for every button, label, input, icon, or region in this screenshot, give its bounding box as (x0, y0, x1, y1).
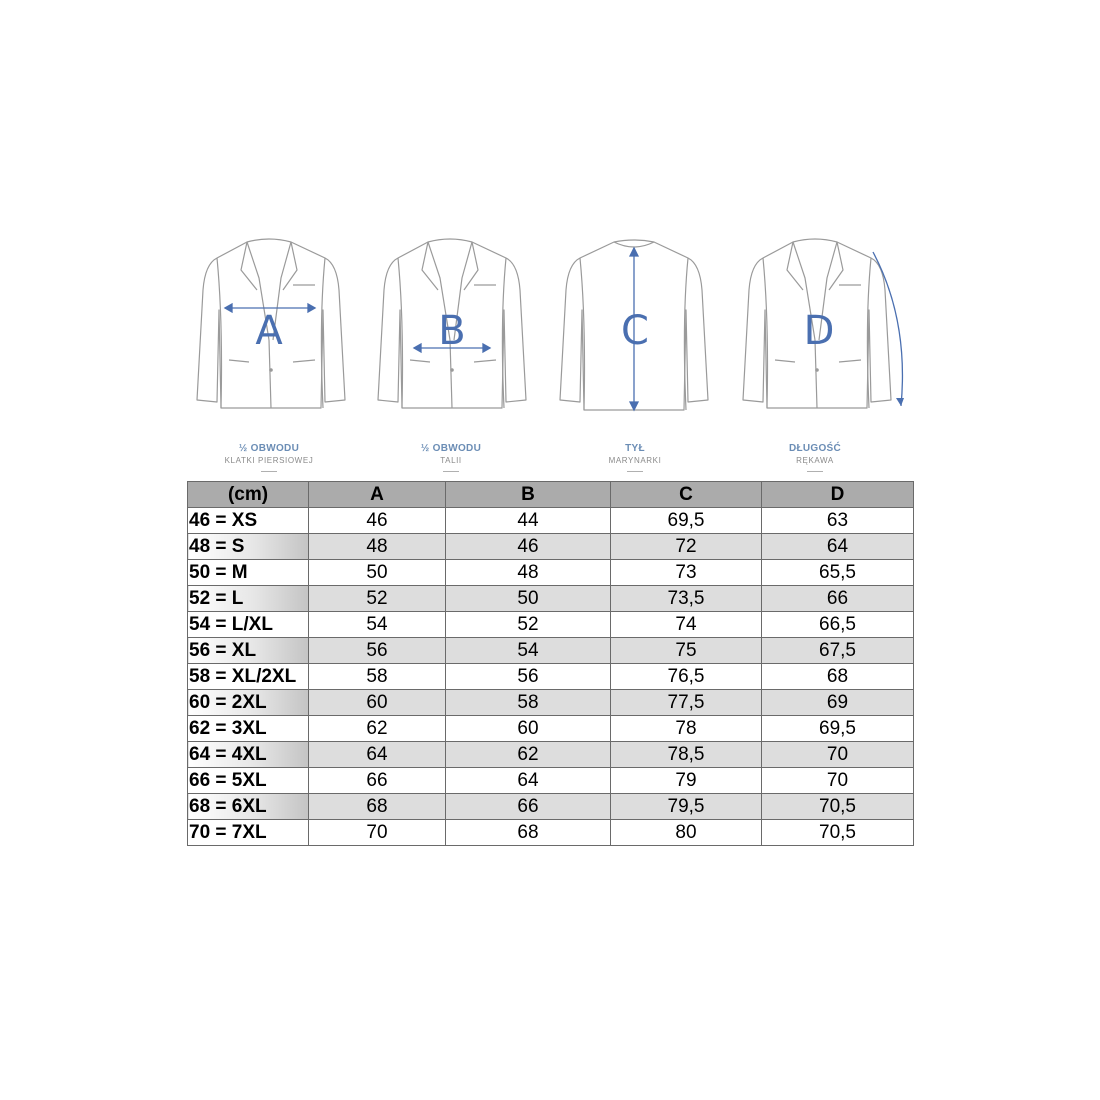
size-cell: 64 = 4XL (188, 742, 309, 768)
table-row (188, 768, 914, 794)
cell-c: 75 (611, 638, 762, 664)
table-row (188, 690, 914, 716)
size-table (187, 481, 914, 846)
header-a: A (309, 482, 446, 508)
size-cell: 68 = 6XL (188, 794, 309, 820)
table-row (188, 560, 914, 586)
size-cell: 66 = 5XL (188, 768, 309, 794)
cell-a: 70 (309, 820, 446, 846)
cell-a: 64 (309, 742, 446, 768)
cell-d: 70 (762, 742, 914, 768)
caption-c-subtitle: MARYNARKI (608, 456, 662, 465)
size-cell: 56 = XL (188, 638, 309, 664)
size-cell: 46 = XS (188, 508, 309, 534)
table-row (188, 612, 914, 638)
cell-d: 69 (762, 690, 914, 716)
figure-b-letter: B (438, 308, 466, 354)
cell-b: 60 (446, 716, 611, 742)
caption-c (550, 443, 720, 472)
caption-c-title: TYŁ (625, 443, 645, 454)
cell-d: 66,5 (762, 612, 914, 638)
cell-c: 80 (611, 820, 762, 846)
cell-c: 79 (611, 768, 762, 794)
cell-a: 50 (309, 560, 446, 586)
cell-a: 60 (309, 690, 446, 716)
caption-a-subtitle: KLATKI PIERSIOWEJ (224, 456, 314, 465)
size-cell: 62 = 3XL (188, 716, 309, 742)
size-cell: 60 = 2XL (188, 690, 309, 716)
jacket-front-sleeve-figure (723, 230, 913, 420)
caption-a-divider (261, 471, 277, 472)
cell-d: 70,5 (762, 820, 914, 846)
caption-b-divider (443, 471, 459, 472)
cell-a: 52 (309, 586, 446, 612)
table-row (188, 638, 914, 664)
cell-b: 44 (446, 508, 611, 534)
header-d: D (762, 482, 914, 508)
size-cell: 52 = L (188, 586, 309, 612)
cell-b: 54 (446, 638, 611, 664)
cell-a: 54 (309, 612, 446, 638)
header-c: C (611, 482, 762, 508)
figure-c-letter: C (621, 308, 649, 354)
header-b: B (446, 482, 611, 508)
cell-b: 50 (446, 586, 611, 612)
table-row (188, 794, 914, 820)
caption-d-title: DŁUGOŚĆ (788, 443, 842, 454)
cell-a: 48 (309, 534, 446, 560)
figure-d-letter: D (803, 308, 835, 354)
figure-a-letter: A (255, 308, 283, 354)
cell-c: 72 (611, 534, 762, 560)
cell-c: 76,5 (611, 664, 762, 690)
cell-a: 56 (309, 638, 446, 664)
caption-b-title: ½ OBWODU (420, 443, 482, 454)
size-cell: 70 = 7XL (188, 820, 309, 846)
caption-d-subtitle: RĘKAWA (796, 456, 834, 465)
cell-b: 52 (446, 612, 611, 638)
cell-b: 58 (446, 690, 611, 716)
table-row (188, 534, 914, 560)
cell-b: 66 (446, 794, 611, 820)
table-row (188, 742, 914, 768)
size-cell: 48 = S (188, 534, 309, 560)
jacket-back-length-figure (540, 230, 730, 420)
cell-c: 73 (611, 560, 762, 586)
cell-d: 64 (762, 534, 914, 560)
table-row (188, 664, 914, 690)
caption-b (366, 443, 536, 472)
cell-d: 66 (762, 586, 914, 612)
cell-d: 69,5 (762, 716, 914, 742)
cell-d: 70,5 (762, 794, 914, 820)
cell-c: 78 (611, 716, 762, 742)
table-row (188, 586, 914, 612)
table-row (188, 820, 914, 846)
caption-c-divider (627, 471, 643, 472)
caption-d-divider (807, 471, 823, 472)
cell-b: 68 (446, 820, 611, 846)
measurement-diagrams (0, 0, 1100, 480)
cell-a: 68 (309, 794, 446, 820)
cell-d: 63 (762, 508, 914, 534)
cell-c: 74 (611, 612, 762, 638)
cell-d: 68 (762, 664, 914, 690)
caption-a (184, 443, 354, 472)
cell-b: 48 (446, 560, 611, 586)
header-unit: (cm) (188, 482, 309, 508)
cell-c: 77,5 (611, 690, 762, 716)
cell-b: 56 (446, 664, 611, 690)
cell-a: 58 (309, 664, 446, 690)
jacket-front-waist-figure (358, 230, 548, 420)
cell-b: 64 (446, 768, 611, 794)
jacket-front-chest-figure (177, 230, 367, 420)
cell-c: 79,5 (611, 794, 762, 820)
table-row (188, 508, 914, 534)
cell-b: 46 (446, 534, 611, 560)
cell-a: 46 (309, 508, 446, 534)
cell-d: 70 (762, 768, 914, 794)
caption-d (730, 443, 900, 472)
size-cell: 54 = L/XL (188, 612, 309, 638)
caption-a-title: ½ OBWODU (238, 443, 300, 454)
cell-d: 65,5 (762, 560, 914, 586)
cell-c: 73,5 (611, 586, 762, 612)
cell-c: 69,5 (611, 508, 762, 534)
caption-b-subtitle: TALII (440, 456, 462, 465)
cell-a: 62 (309, 716, 446, 742)
table-header-row (188, 482, 914, 508)
size-cell: 58 = XL/2XL (188, 664, 309, 690)
cell-a: 66 (309, 768, 446, 794)
cell-c: 78,5 (611, 742, 762, 768)
table-row (188, 716, 914, 742)
cell-b: 62 (446, 742, 611, 768)
size-cell: 50 = M (188, 560, 309, 586)
cell-d: 67,5 (762, 638, 914, 664)
